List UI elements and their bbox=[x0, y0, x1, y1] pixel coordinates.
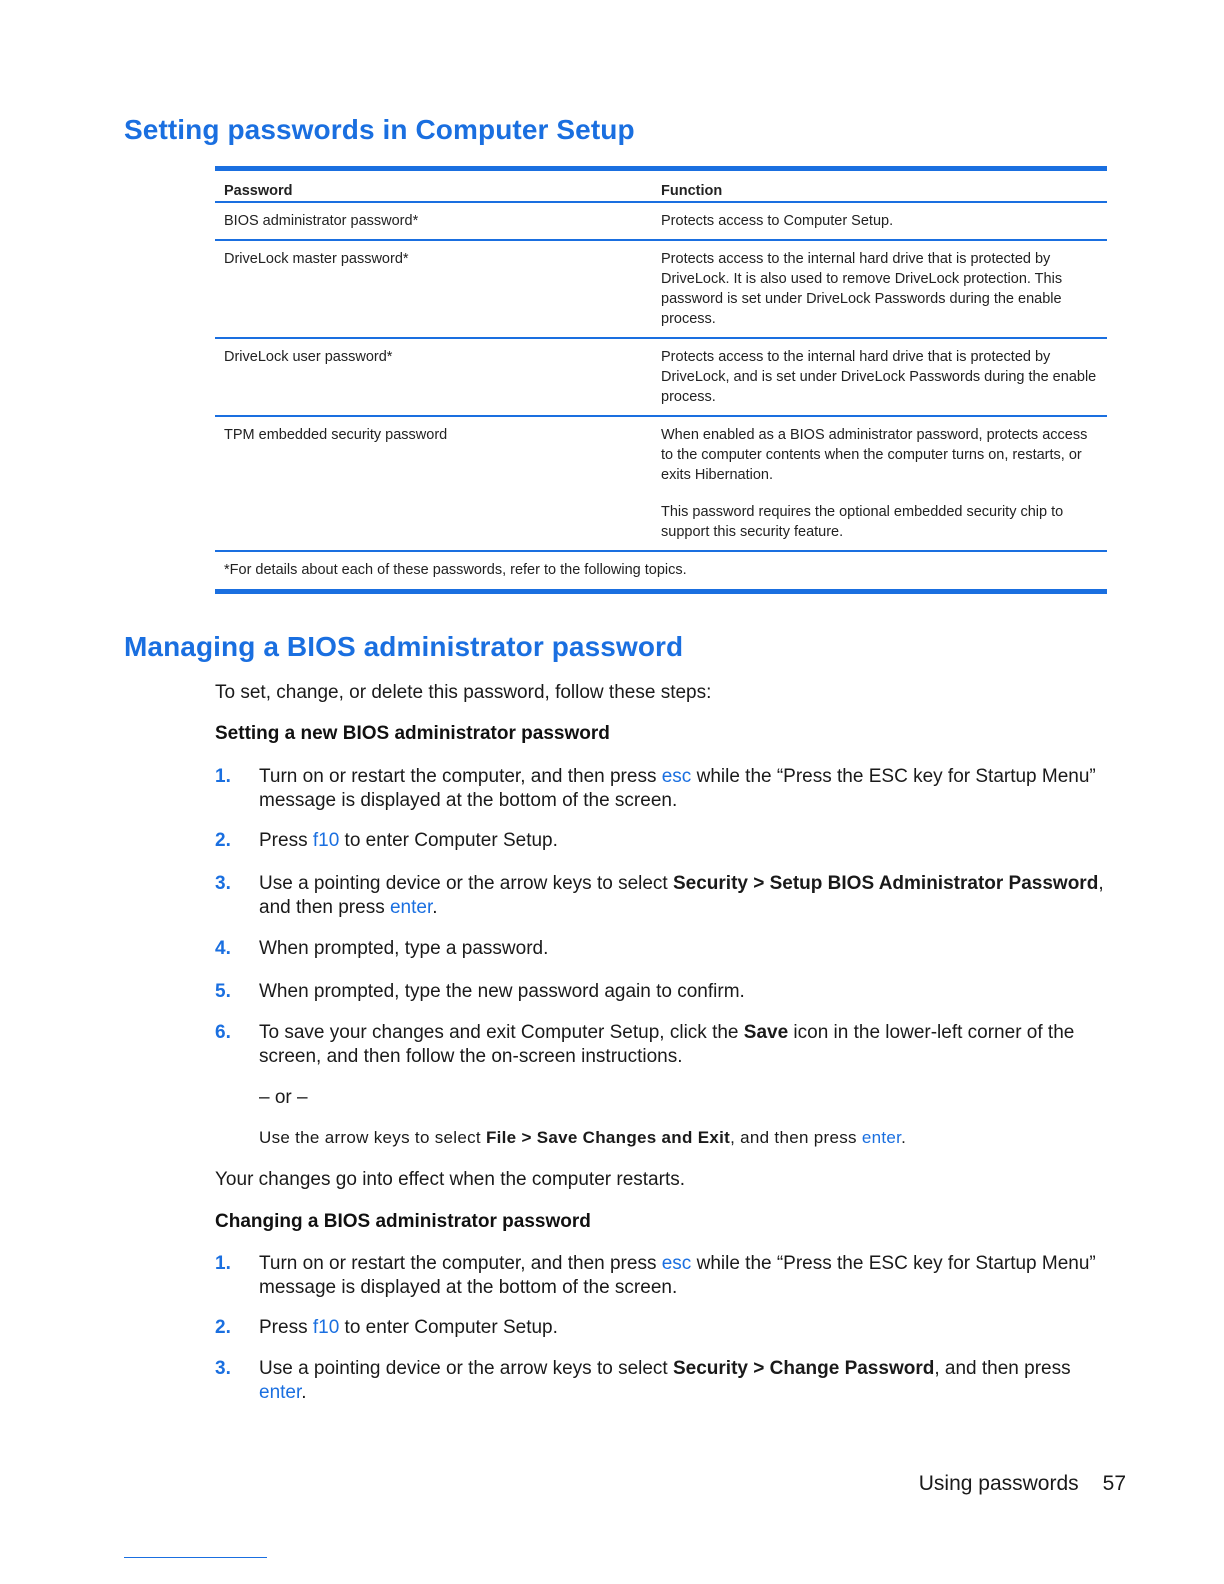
cell-function: Protects access to Computer Setup. bbox=[661, 213, 894, 229]
footer-rule bbox=[124, 1557, 267, 1558]
step-text: . bbox=[901, 1128, 907, 1147]
setting-steps-list bbox=[215, 765, 1115, 1069]
table-bottom-rule bbox=[215, 589, 1107, 594]
key-name: esc bbox=[661, 766, 692, 787]
step-text: to enter Computer Setup. bbox=[339, 830, 558, 851]
key-name: enter bbox=[861, 1128, 902, 1147]
key-name: f10 bbox=[312, 1317, 340, 1338]
menu-path: File > Save Changes and Exit bbox=[485, 1128, 731, 1147]
step-text: To save your changes and exit Computer Setup, click the bbox=[259, 1022, 744, 1043]
step-text: Use a pointing device or the arrow keys to select bbox=[259, 1358, 673, 1379]
table-body bbox=[215, 203, 1107, 552]
step-text: When prompted, type a password. bbox=[259, 938, 549, 959]
subheading-changing: Changing a BIOS administrator password bbox=[215, 1211, 591, 1232]
step-text: Use the arrow keys to select bbox=[259, 1128, 486, 1147]
alternative-instruction bbox=[259, 1128, 906, 1148]
menu-path: Security > Setup BIOS Administrator Password bbox=[672, 873, 1099, 894]
step-number: 3. bbox=[215, 873, 231, 894]
changing-steps-list bbox=[215, 1252, 1115, 1405]
step-number: 4. bbox=[215, 938, 231, 959]
cell-password: DriveLock master password* bbox=[224, 251, 409, 267]
key-name: f10 bbox=[312, 830, 340, 851]
table-header-row bbox=[215, 171, 1107, 201]
table-footnote: *For details about each of these passwords, refer to the following topics. bbox=[224, 562, 687, 578]
header-password: Password bbox=[224, 183, 293, 199]
step-text: Use a pointing device or the arrow keys to select bbox=[259, 873, 673, 894]
step-text: Press bbox=[259, 1317, 313, 1338]
section-title-setting-passwords: Setting passwords in Computer Setup bbox=[124, 114, 635, 145]
step-item bbox=[215, 1357, 1115, 1405]
step-text: , and then press bbox=[934, 1358, 1071, 1379]
footer-section: Using passwords bbox=[918, 1472, 1079, 1495]
step-number: 1. bbox=[215, 1253, 231, 1274]
menu-path: Security > Change Password bbox=[672, 1358, 935, 1379]
table-row bbox=[215, 339, 1107, 415]
key-name: esc bbox=[661, 1253, 692, 1274]
or-separator: – or – bbox=[259, 1087, 308, 1108]
table-row bbox=[215, 241, 1107, 337]
step-text: while the “Press the ESC key for Startup Menu” message is displayed at the bottom of the screen. bbox=[259, 766, 1096, 811]
cell-function: Protects access to the internal hard drive that is protected by DriveLock, and is set under DriveLock Passwords during the enable process. bbox=[661, 349, 1097, 405]
step-item bbox=[215, 1316, 1115, 1340]
cell-function: Protects access to the internal hard drive that is protected by DriveLock. It is also used to remove DriveLock protection. This password is set under DriveLock Passwords during the enable process. bbox=[661, 251, 1063, 327]
step-text: , and then press bbox=[259, 873, 1104, 918]
step-item bbox=[215, 1252, 1115, 1300]
cell-password: TPM embedded security password bbox=[224, 427, 448, 443]
cell-function: When enabled as a BIOS administrator password, protects access to the computer contents when the computer turns on, restarts, or exits Hibernation. This password requires the optional embedded security chip to support this security feature. bbox=[661, 427, 1088, 540]
step-number: 1. bbox=[215, 766, 231, 787]
cell-password: DriveLock user password* bbox=[224, 349, 393, 365]
step-item bbox=[215, 829, 1115, 853]
step-number: 2. bbox=[215, 1317, 231, 1338]
step-text: When prompted, type the new password again to confirm. bbox=[259, 981, 745, 1002]
menu-path: Save bbox=[743, 1022, 789, 1043]
step-item bbox=[215, 765, 1115, 813]
key-name: enter bbox=[259, 1382, 302, 1403]
subheading-setting: Setting a new BIOS administrator password bbox=[215, 723, 610, 744]
step-text: . bbox=[432, 897, 438, 918]
page-footer bbox=[919, 1472, 1126, 1496]
step-text: to enter Computer Setup. bbox=[339, 1317, 558, 1338]
step-text: Press bbox=[259, 830, 313, 851]
step-item bbox=[215, 1021, 1115, 1069]
page-number: 57 bbox=[1102, 1472, 1126, 1495]
step-number: 2. bbox=[215, 830, 231, 851]
step-item bbox=[215, 872, 1115, 920]
step-text: while the “Press the ESC key for Startup Menu” message is displayed at the bottom of the screen. bbox=[259, 1253, 1096, 1298]
step-number: 5. bbox=[215, 981, 231, 1002]
password-table bbox=[215, 166, 1107, 594]
step-item bbox=[215, 937, 1115, 961]
step-number: 6. bbox=[215, 1022, 231, 1043]
table-row bbox=[215, 417, 1107, 550]
step-text: Turn on or restart the computer, and then press bbox=[259, 766, 662, 787]
step-text: . bbox=[301, 1382, 307, 1403]
key-name: enter bbox=[389, 897, 433, 918]
step-item bbox=[215, 980, 1115, 1004]
cell-password: BIOS administrator password* bbox=[224, 213, 419, 229]
intro-text: To set, change, or delete this password, follow these steps: bbox=[215, 682, 712, 703]
step-number: 3. bbox=[215, 1358, 231, 1379]
section-title-managing-bios: Managing a BIOS administrator password bbox=[124, 631, 684, 662]
step-text: Turn on or restart the computer, and then press bbox=[259, 1253, 662, 1274]
step-text: , and then press bbox=[730, 1128, 862, 1147]
table-row bbox=[215, 203, 1107, 239]
step-text: icon in the lower-left corner of the screen, and then follow the on-screen instructions. bbox=[259, 1022, 1075, 1067]
header-function: Function bbox=[661, 183, 723, 199]
after-text: Your changes go into effect when the computer restarts. bbox=[215, 1169, 686, 1190]
